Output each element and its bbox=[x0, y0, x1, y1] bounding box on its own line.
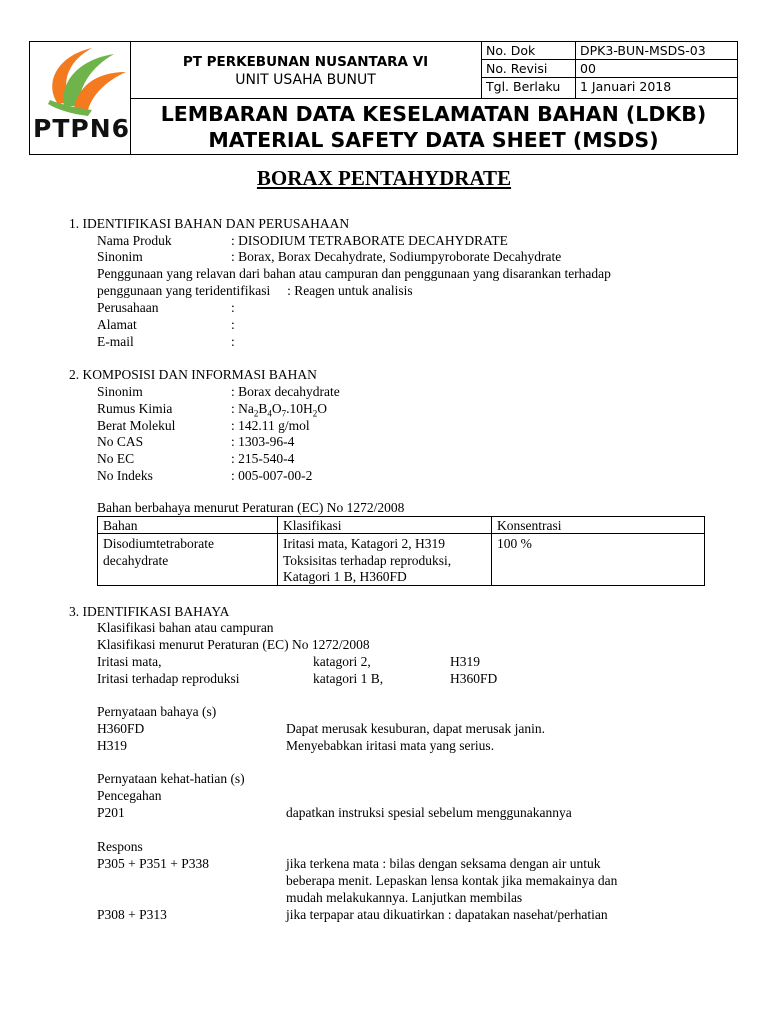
molecular-weight-label: Berat Molekul bbox=[97, 418, 176, 433]
s2-synonym-label: Sinonim bbox=[97, 384, 143, 399]
classification-regulation: Klasifikasi menurut Peraturan (EC) No 1272/2008 bbox=[97, 637, 370, 652]
synonym-value: : Borax, Borax Decahydrate, Sodiumpyroborate Decahydrate bbox=[231, 249, 562, 264]
table-substance-line2: decahydrate bbox=[103, 553, 169, 568]
table-class-line3: Katagori 1 B, H360FD bbox=[283, 569, 407, 584]
revision-value: 00 bbox=[580, 61, 596, 76]
h360fd-text: Dapat merusak kesuburan, dapat merusak janin. bbox=[286, 721, 546, 736]
revision-label: No. Revisi bbox=[486, 61, 548, 76]
p308-text: jika terpapar atau dikuatirkan : dapatakan nasehat/perhatian bbox=[286, 907, 608, 922]
eye-irritation-code: H319 bbox=[450, 654, 480, 669]
cas-label: No CAS bbox=[97, 434, 144, 449]
index-value: : 005-007-00-2 bbox=[231, 468, 313, 483]
s2-synonym-value: : Borax decahydrate bbox=[231, 384, 340, 399]
reproduction-category: katagori 1 B, bbox=[313, 671, 384, 686]
usage-line-1: Penggunaan yang relavan dari bahan atau campuran dan penggunaan yang disarankan terhadap bbox=[97, 266, 611, 281]
eye-irritation-category: katagori 2, bbox=[313, 654, 371, 669]
title-msds: MATERIAL SAFETY DATA SHEET (MSDS) bbox=[208, 128, 659, 152]
precaution-title: Pernyataan kehat-hatian (s) bbox=[97, 771, 245, 786]
doc-no-label: No. Dok bbox=[486, 43, 536, 58]
address-label: Alamat bbox=[97, 317, 137, 332]
section-3-heading: 3. IDENTIFIKASI BAHAYA bbox=[69, 604, 230, 619]
document-header bbox=[29, 41, 738, 155]
company-colon: : bbox=[231, 300, 235, 315]
hazard-statement-title: Pernyataan bahaya (s) bbox=[97, 704, 217, 719]
document-title: BORAX PENTAHYDRATE bbox=[256, 166, 512, 190]
p201-code: P201 bbox=[97, 805, 125, 820]
p305-text-line3: mudah melakukannya. Lanjutkan membilas bbox=[286, 890, 523, 905]
email-colon: : bbox=[231, 334, 235, 349]
table-header-concentration: Konsentrasi bbox=[497, 518, 562, 533]
section-1-heading: 1. IDENTIFIKASI BAHAN DAN PERUSAHAAN bbox=[69, 216, 350, 231]
table-concentration: 100 % bbox=[497, 536, 532, 551]
p308-code: P308 + P313 bbox=[97, 907, 167, 922]
prevention-heading: Pencegahan bbox=[97, 788, 162, 803]
effective-date-value: 1 Januari 2018 bbox=[580, 79, 672, 94]
company-name: PT PERKEBUNAN NUSANTARA VI bbox=[182, 54, 429, 70]
reproduction-name: Iritasi terhadap reproduksi bbox=[97, 671, 240, 686]
composition-table bbox=[97, 516, 705, 586]
title-ldkb: LEMBARAN DATA KESELAMATAN BAHAN (LDKB) bbox=[160, 102, 707, 126]
formula-label: Rumus Kimia bbox=[97, 401, 173, 416]
p305-code: P305 + P351 + P338 bbox=[97, 856, 210, 871]
h319-code: H319 bbox=[97, 738, 127, 753]
product-name-label: Nama Produk bbox=[97, 233, 172, 248]
p305-text-line1: jika terkena mata : bilas dengan seksama dengan air untuk bbox=[286, 856, 601, 871]
cas-value: : 1303-96-4 bbox=[231, 434, 295, 449]
eye-irritation-name: Iritasi mata, bbox=[97, 654, 162, 669]
h360fd-code: H360FD bbox=[97, 721, 145, 736]
effective-date-label: Tgl. Berlaku bbox=[486, 79, 561, 94]
table-class-line2: Toksisitas terhadap reproduksi, bbox=[283, 553, 452, 568]
formula-value: : $Na_2B_4O_7.10H_2O$ bbox=[231, 401, 328, 419]
logo-text: PTPN6 bbox=[33, 114, 131, 143]
response-heading: Respons bbox=[97, 839, 143, 854]
company-label: Perusahaan bbox=[97, 300, 159, 315]
unit-name: UNIT USAHA BUNUT bbox=[235, 72, 376, 88]
email-label: E-mail bbox=[97, 334, 134, 349]
table-substance-line1: Disodiumtetraborate bbox=[103, 536, 214, 551]
table-class-line1: Iritasi mata, Katagori 2, H319 bbox=[283, 536, 445, 551]
h319-text: Menyebabkan iritasi mata yang serius. bbox=[286, 738, 495, 753]
table-header-substance: Bahan bbox=[103, 518, 138, 533]
table-header-classification: Klasifikasi bbox=[283, 518, 342, 533]
ptpn6-logo bbox=[30, 42, 130, 154]
usage-line-2: penggunaan yang teridentifikasi : Reagen untuk analisis bbox=[97, 283, 413, 298]
reproduction-code: H360FD bbox=[450, 671, 498, 686]
classification-line: Klasifikasi bahan atau campuran bbox=[97, 620, 274, 635]
section-2-heading: 2. KOMPOSISI DAN INFORMASI BAHAN bbox=[69, 367, 317, 382]
index-label: No Indeks bbox=[97, 468, 153, 483]
ec-label: No EC bbox=[97, 451, 135, 466]
ec-value: : 215-540-4 bbox=[231, 451, 295, 466]
doc-no-value: DPK3-BUN-MSDS-03 bbox=[580, 43, 706, 58]
address-colon: : bbox=[231, 317, 235, 332]
molecular-weight-value: : 142.11 g/mol bbox=[231, 418, 310, 433]
synonym-label: Sinonim bbox=[97, 249, 143, 264]
hazard-regulation-note: Bahan berbahaya menurut Peraturan (EC) No 1272/2008 bbox=[97, 500, 405, 515]
product-name-value: : DISODIUM TETRABORATE DECAHYDRATE bbox=[231, 233, 508, 248]
p305-text-line2: beberapa menit. Lepaskan lensa kontak jika memakainya dan bbox=[286, 873, 618, 888]
p201-text: dapatkan instruksi spesial sebelum menggunakannya bbox=[286, 805, 572, 820]
